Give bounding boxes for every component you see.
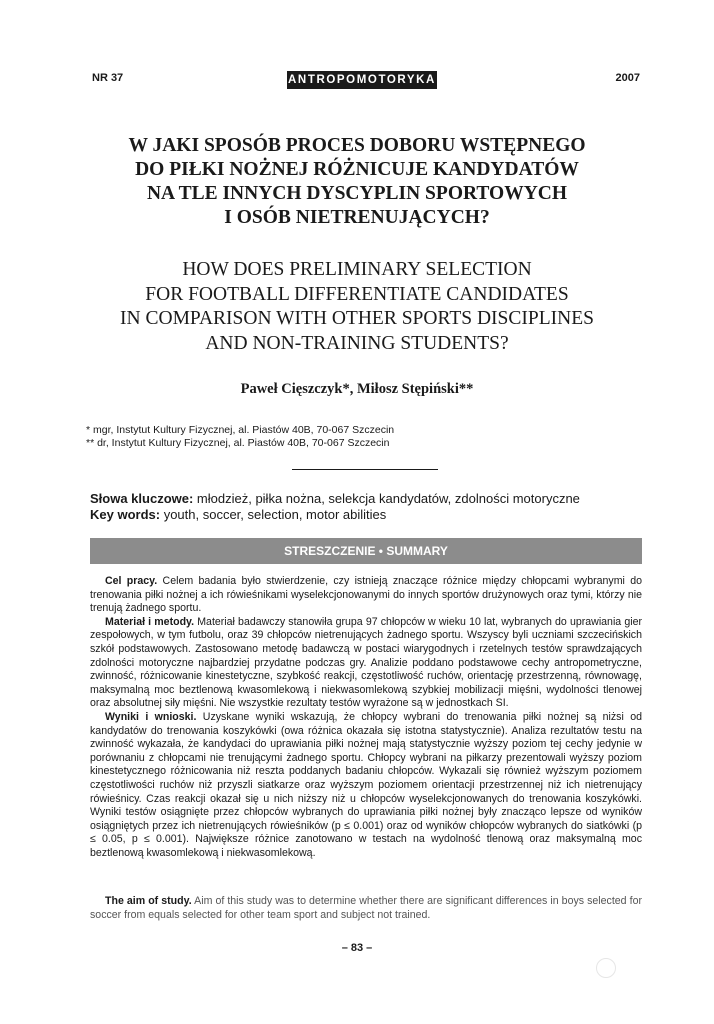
keywords-english-text: youth, soccer, selection, motor abilities: [160, 507, 387, 522]
abstract-paragraph-results: [90, 711, 642, 861]
watermark-stamp-icon: [596, 958, 616, 978]
abstract-paragraph-methods: [90, 616, 642, 711]
abstract-results-text: Uzyskane wyniki wskazują, że chłopcy wybrani do trenowania piłki nożnej są niżsi od kandydatów do trenowania koszykówki (owa różnica okazała się istotna statystycznie). Analiza rezultatów testu na zwinność wykazała, że kandydaci do uprawiania piłki nożnej mają statystycznie wyższy poziom tej cechy jedynie w porównaniu z chłopcami nie trenującymi żadnego sportu. Chłopcy wybrani na piłkarzy prezentowali wyższy poziom kinestetycznego różnicowania niż reszta poddanych badaniu chłopców. Wykazali się również wyższym poziomem częstotliwości ruchów niż przyszli siatkarze oraz wyższym poziomem orientacji przestrzennej niż ich nietrenujący rówieśnicy. Czas reakcji okazał się u nich niższy niż u chłopców wyselekcjonowanych do trenowania koszykówki. Wyniki testów osiągnięte przez chłopców wybranych do uprawiania piłki nożnej były znacząco lepsze od wyników osiągniętych przez ich nietrenujących rówieśników (p ≤ 0.001) oraz od wyników chłopców wybranych do siatkówki (p ≤ 0.05, p ≤ 0.001). Największe różnice zanotowano w testach na wydolność tlenową oraz maksymalną moc beztlenową kwasomlekową i niekwasomlekową.: [90, 710, 642, 859]
authors: Paweł Cięszczyk*, Miłosz Stępiński**: [240, 381, 474, 397]
abstract-methods-label: Materiał i metody.: [105, 615, 195, 628]
title-english-line: HOW DOES PRELIMINARY SELECTION: [182, 259, 532, 280]
separator-rule: [292, 469, 438, 470]
title-english: [70, 258, 644, 356]
abstract-english-label: The aim of study.: [105, 895, 192, 907]
abstract-results-label: Wyniki i wnioski.: [105, 710, 197, 723]
title-polish-line: W JAKI SPOSÓB PROCES DOBORU WSTĘPNEGO: [128, 135, 586, 156]
keywords-polish: [90, 491, 650, 506]
keywords-english: [90, 507, 650, 522]
title-english-line: IN COMPARISON WITH OTHER SPORTS DISCIPLINES: [120, 308, 594, 329]
keywords-english-label: Key words:: [90, 507, 161, 522]
keywords-polish-label: Słowa kluczowe:: [90, 491, 194, 506]
title-english-line: FOR FOOTBALL DIFFERENTIATE CANDIDATES: [145, 283, 569, 305]
title-polish: [70, 134, 644, 230]
title-polish-line: DO PIŁKI NOŻNEJ RÓŻNICUJE KANDYDATÓW: [135, 159, 579, 180]
keywords-polish-text: młodzież, piłka nożna, selekcja kandydatów, zdolności motoryczne: [193, 491, 580, 506]
issue-number: NR 37: [92, 72, 124, 84]
affiliation: ** dr, Instytut Kultury Fizycznej, al. Piastów 40B, 70-067 Szczecin: [86, 437, 390, 449]
abstract-polish: [90, 575, 642, 860]
journal-name: ANTROPOMOTORYKA: [287, 71, 437, 89]
summary-section-bar: STRESZCZENIE • SUMMARY: [90, 538, 642, 564]
abstract-paragraph-aim: [90, 575, 642, 616]
abstract-english-paragraph: [90, 895, 642, 922]
abstract-methods-text: Materiał badawczy stanowiła grupa 97 chłopców w wieku 10 lat, wybranych do uprawiania gier zespołowych, w tym futbolu, oraz 39 chłopców nietrenujących żadnego sportu. Wszyscy byli uczniami szczecińskich szkół podstawowych. Zastosowano metodę badawczą w postaci wiarygodnych i rzetelnych testów sprawdzających zdolności motoryczne najbardziej przydatne podczas gry. Analizie poddano podstawowe cechy antropometryczne, zwinność, różnicowanie kinestetyczne, szybkość reakcji, częstotliwość ruchów, orientację przestrzenną, równowagę, maksymalną moc beztlenową kwasomlekową i niekwasomlekową szybkiej mobilizacji mięśni, wydolności tlenowej oraz absolutnej siły mięśni. Nie wszystkie rezultaty testów wyrażone są w jednostkach SI.: [90, 615, 642, 710]
publication-year: 2007: [615, 72, 640, 84]
abstract-english-text: Aim of this study was to determine whether there are significant differences in boys selected for soccer from equals selected for other team sport and subject not trained.: [90, 895, 642, 921]
title-english-line: AND NON-TRAINING STUDENTS?: [205, 332, 509, 354]
page-number: – 83 –: [341, 942, 373, 954]
abstract-english: [90, 895, 642, 922]
affiliation: * mgr, Instytut Kultury Fizycznej, al. Piastów 40B, 70-067 Szczecin: [86, 424, 395, 436]
title-polish-line: I OSÓB NIETRENUJĄCYCH?: [224, 207, 490, 228]
abstract-aim-text: Celem badania było stwierdzenie, czy istnieją znaczące różnice między chłopcami wybranymi do trenowania piłki nożnej a ich rówieśnikami wyselekcjonowanymi do innych sportów drużynowych oraz tymi, którzy nie trenują żadnego sportu.: [90, 575, 642, 615]
title-polish-line: NA TLE INNYCH DYSCYPLIN SPORTOWYCH: [146, 183, 568, 204]
abstract-aim-label: Cel pracy.: [105, 575, 158, 587]
